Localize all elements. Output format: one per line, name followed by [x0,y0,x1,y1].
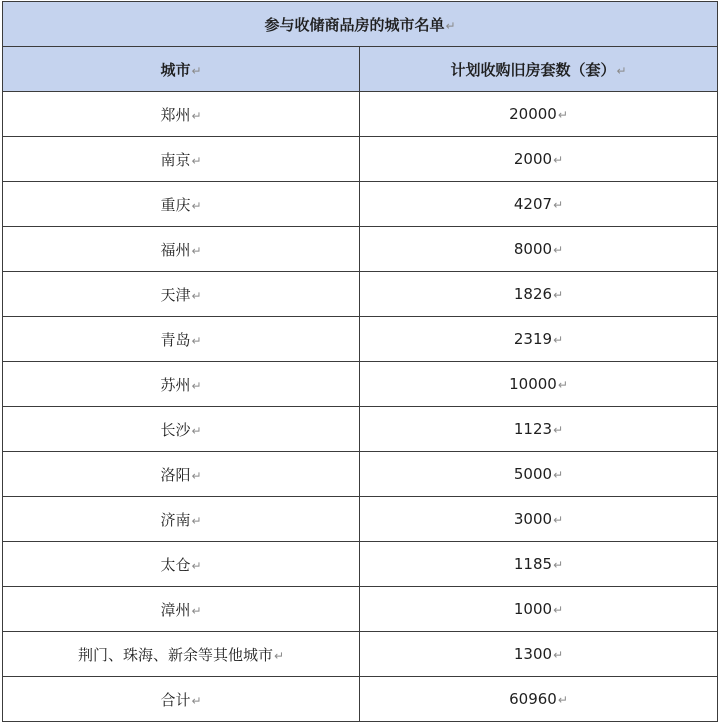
paragraph-mark-icon: ↵ [553,153,564,167]
paragraph-mark-icon: ↵ [191,603,202,618]
count-cell [360,677,718,722]
city-name: 济南 [160,510,191,529]
table-row [3,542,718,587]
count-value: 4207 [513,195,553,213]
count-value: 1300 [513,645,553,663]
header-city-label: 城市 [160,60,191,79]
table-row [3,497,718,542]
city-cell [3,317,360,362]
count-cell [360,362,718,407]
paragraph-mark-icon: ↵ [191,288,202,303]
count-value: 1000 [513,600,553,618]
count-cell [360,182,718,227]
paragraph-mark-icon: ↵ [553,198,564,212]
city-cell [3,92,360,137]
table-title-cell [3,2,718,47]
city-name: 苏州 [160,375,191,394]
count-cell [360,407,718,452]
table-row [3,182,718,227]
city-cell [3,542,360,587]
header-count [360,47,718,92]
header-count-label: 计划收购旧房套数（套） [450,60,616,79]
paragraph-mark-icon: ↵ [553,288,564,302]
paragraph-mark-icon: ↵ [616,63,627,78]
paragraph-mark-icon: ↵ [553,423,564,437]
paragraph-mark-icon: ↵ [553,603,564,617]
table-row [3,227,718,272]
city-cell [3,632,360,677]
table-row [3,362,718,407]
city-name: 长沙 [160,420,191,439]
paragraph-mark-icon: ↵ [553,513,564,527]
paragraph-mark-icon: ↵ [191,198,202,213]
city-cell [3,227,360,272]
paragraph-mark-icon: ↵ [273,648,285,663]
paragraph-mark-icon: ↵ [191,333,202,348]
city-cell [3,182,360,227]
paragraph-mark-icon: ↵ [191,63,202,78]
paragraph-mark-icon: ↵ [553,243,564,257]
paragraph-mark-icon: ↵ [557,693,568,707]
city-cell [3,407,360,452]
table-row [3,317,718,362]
count-value: 20000 [509,105,557,123]
table-row [3,92,718,137]
city-name: 太仓 [160,555,191,574]
header-city [3,47,360,92]
total-value: 60960 [509,690,557,708]
table-row [3,452,718,497]
paragraph-mark-icon: ↵ [191,378,202,393]
paragraph-mark-icon: ↵ [191,558,202,573]
paragraph-mark-icon: ↵ [191,423,202,438]
count-value: 8000 [513,240,553,258]
paragraph-mark-icon: ↵ [557,378,568,392]
count-cell [360,317,718,362]
count-cell [360,272,718,317]
city-cell [3,137,360,182]
paragraph-mark-icon: ↵ [191,243,202,258]
paragraph-mark-icon: ↵ [445,18,456,33]
paragraph-mark-icon: ↵ [553,333,564,347]
paragraph-mark-icon: ↵ [553,468,564,482]
count-cell [360,542,718,587]
paragraph-mark-icon: ↵ [191,153,202,168]
city-name: 福州 [160,240,191,259]
count-cell [360,587,718,632]
count-cell [360,632,718,677]
count-value: 2000 [513,150,553,168]
total-label: 合计 [160,690,191,709]
city-name: 重庆 [160,195,191,214]
table-row [3,272,718,317]
city-name: 郑州 [160,105,191,124]
table-title-row [3,2,718,47]
paragraph-mark-icon: ↵ [191,693,202,708]
city-name: 洛阳 [160,465,191,484]
count-value: 1123 [513,420,553,438]
table-row-total [3,677,718,722]
city-cell [3,587,360,632]
city-cell [3,362,360,407]
paragraph-mark-icon: ↵ [557,108,568,122]
count-value: 5000 [513,465,553,483]
city-list-table [2,1,718,722]
table-title: 参与收储商品房的城市名单 [264,15,445,34]
city-name: 漳州 [160,600,191,619]
paragraph-mark-icon: ↵ [553,558,564,572]
count-cell [360,452,718,497]
city-cell [3,677,360,722]
count-value: 2319 [513,330,553,348]
count-cell [360,92,718,137]
table-row [3,587,718,632]
table-row [3,407,718,452]
paragraph-mark-icon: ↵ [191,513,202,528]
table-row [3,632,718,677]
city-name: 荆门、珠海、新余等其他城市 [77,645,273,664]
table-row [3,137,718,182]
paragraph-mark-icon: ↵ [553,648,564,662]
count-cell [360,497,718,542]
city-cell [3,497,360,542]
city-name: 天津 [160,285,191,304]
paragraph-mark-icon: ↵ [191,468,202,483]
count-cell [360,137,718,182]
count-value: 1185 [513,555,553,573]
count-value: 10000 [509,375,557,393]
count-value: 1826 [513,285,553,303]
city-name: 青岛 [160,330,191,349]
paragraph-mark-icon: ↵ [191,108,202,123]
count-value: 3000 [513,510,553,528]
city-cell [3,272,360,317]
table-header-row [3,47,718,92]
city-cell [3,452,360,497]
count-cell [360,227,718,272]
city-name: 南京 [160,150,191,169]
